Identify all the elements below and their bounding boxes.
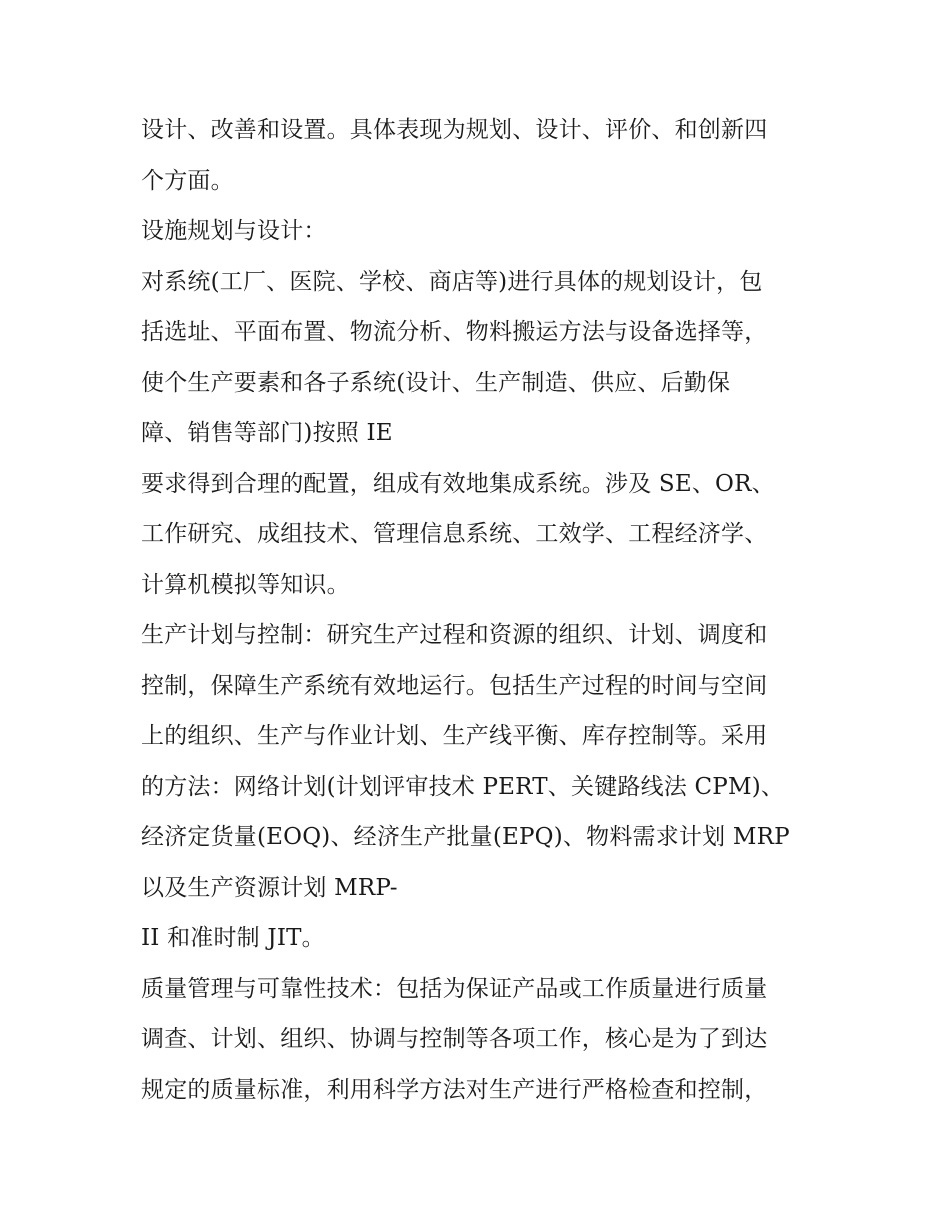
text-line: 个方面。 bbox=[141, 167, 234, 194]
text-line: 上的组织、生产与作业计划、生产线平衡、库存控制等。采用 bbox=[141, 723, 768, 749]
text-line: 控制，保障生产系统有效地运行。包括生产过程的时间与空间 bbox=[141, 672, 768, 699]
text-line: 对系统(工厂、医院、学校、商店等)进行具体的规划设计，包 bbox=[141, 268, 763, 295]
text-line: 计算机模拟等知识。 bbox=[141, 571, 350, 598]
text-line: 设计、改善和设置。具体表现为规划、设计、评价、和创新四 bbox=[141, 117, 768, 143]
text-line: 要求得到合理的配置，组成有效地集成系统。涉及 SE、OR、 bbox=[141, 470, 775, 497]
text-line: 障、销售等部门)按照 IE bbox=[141, 420, 393, 446]
text-line: 括选址、平面布置、物流分析、物料搬运方法与设备选择等， bbox=[141, 319, 768, 345]
text-line: 使个生产要素和各子系统(设计、生产制造、供应、后勤保 bbox=[141, 369, 731, 396]
text-line: 经济定货量(EOQ)、经济生产批量(EPQ)、物料需求计划 MRP bbox=[141, 824, 790, 850]
text-line: 的方法：网络计划(计划评审技术 PERT、关键路线法 CPM)、 bbox=[141, 773, 785, 800]
text-line: 规定的质量标准，利用科学方法对生产进行严格检查和控制， bbox=[141, 1076, 768, 1103]
text-line: 调查、计划、组织、协调与控制等各项工作，核心是为了到达 bbox=[141, 1026, 768, 1052]
document-body bbox=[141, 105, 821, 1115]
text-line: II 和准时制 JIT。 bbox=[141, 925, 325, 951]
section-heading-facility-planning: 设施规划与设计： bbox=[141, 218, 327, 244]
text-line: 质量管理与可靠性技术：包括为保证产品或工作质量进行质量 bbox=[141, 975, 768, 1002]
text-line: 工作研究、成组技术、管理信息系统、工效学、工程经济学、 bbox=[141, 521, 768, 547]
text-line: 以及生产资源计划 MRP- bbox=[141, 874, 398, 901]
text-line: 生产计划与控制：研究生产过程和资源的组织、计划、调度和 bbox=[141, 622, 768, 648]
